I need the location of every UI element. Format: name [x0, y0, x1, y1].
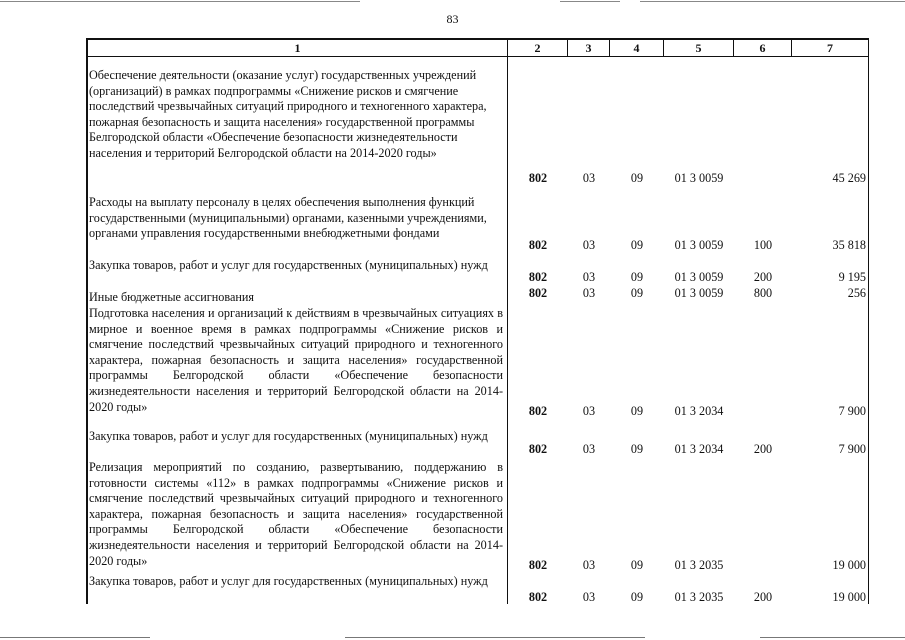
- cell-amount: 19 000: [832, 558, 866, 572]
- cell-amount: 9 195: [838, 270, 866, 284]
- cell-section: 03: [582, 590, 596, 604]
- cell-section: 03: [582, 238, 596, 252]
- cell-ministry: 802: [528, 270, 548, 284]
- cell-expense-type: 200: [753, 270, 773, 284]
- header-col-2: 2: [508, 40, 568, 57]
- cell-section: 03: [582, 286, 596, 300]
- scan-bottom-edge: [0, 634, 905, 640]
- cell-amount: 19 000: [832, 590, 866, 604]
- cell-subsection: 09: [630, 442, 644, 456]
- scan-top-edge: [0, 0, 905, 4]
- budget-table: [86, 38, 869, 604]
- header-col-4: 4: [610, 40, 664, 57]
- cell-subsection: 09: [630, 286, 644, 300]
- cell-section: 03: [582, 270, 596, 284]
- cell-section: 03: [582, 171, 596, 185]
- cell-expense-type: 100: [753, 238, 773, 252]
- cell-ministry: 802: [528, 238, 548, 252]
- cell-target: 01 3 0059: [674, 238, 724, 252]
- header-col-3: 3: [568, 40, 610, 57]
- cell-subsection: 09: [630, 171, 644, 185]
- cell-section: 03: [582, 558, 596, 572]
- header-col-7: 7: [792, 40, 868, 57]
- row-description: Закупка товаров, работ и услуг для государственных (муниципальных) нужд: [89, 574, 488, 588]
- row-description: Обеспечение деятельности (оказание услуг) государственных учреждений (организаций) в рамках подпрограммы «Снижение рисков и смягчение последствий чрезвычайных ситуаций природного и техногенного характера, пожарная безопасность и защита населения» государственной программы Белгородской области «Обеспечение безопасности жизнедеятельности населения и территорий Белгородской области на 2014-2020 годы»: [89, 68, 487, 160]
- cell-section: 03: [582, 442, 596, 456]
- cell-amount: 45 269: [832, 171, 866, 185]
- cell-subsection: 09: [630, 590, 644, 604]
- cell-target: 01 3 2034: [674, 442, 724, 456]
- cell-target: 01 3 0059: [674, 171, 724, 185]
- cell-ministry: 802: [528, 442, 548, 456]
- row-description: Иные бюджетные ассигнования: [89, 290, 255, 304]
- cell-expense-type: 200: [753, 590, 773, 604]
- cell-ministry: 802: [528, 171, 548, 185]
- cell-amount: 7 900: [838, 404, 866, 418]
- column-divider: [507, 40, 508, 604]
- cell-amount: 7 900: [838, 442, 866, 456]
- cell-target: 01 3 0059: [674, 270, 724, 284]
- cell-target: 01 3 2035: [674, 558, 724, 572]
- cell-expense-type: 200: [753, 442, 773, 456]
- cell-subsection: 09: [630, 404, 644, 418]
- cell-amount: 256: [847, 286, 866, 300]
- cell-ministry: 802: [528, 590, 548, 604]
- cell-subsection: 09: [630, 270, 644, 284]
- cell-target: 01 3 2035: [674, 590, 724, 604]
- header-col-5: 5: [664, 40, 734, 57]
- row-description: Закупка товаров, работ и услуг для государственных (муниципальных) нужд: [89, 258, 488, 272]
- cell-expense-type: 800: [753, 286, 773, 300]
- cell-target: 01 3 2034: [674, 404, 724, 418]
- cell-target: 01 3 0059: [674, 286, 724, 300]
- cell-subsection: 09: [630, 238, 644, 252]
- row-description: Закупка товаров, работ и услуг для государственных (муниципальных) нужд: [89, 429, 488, 443]
- page-number: 83: [446, 12, 459, 26]
- header-col-1: 1: [88, 40, 508, 57]
- cell-ministry: 802: [528, 286, 548, 300]
- row-description: Релизация мероприятий по созданию, развертыванию, поддержанию в готовности системы «112» в рамках подпрограммы «Снижение рисков и смягчение последствий чрезвычайных ситуаций природного и техногенного характера, пожарная безопасность и защита населения» государственной программы Белгородской области «Обеспечение безопасности жизнедеятельности населения и территорий Белгородской области на 2014-2020 годы»: [89, 460, 503, 568]
- row-description: Подготовка населения и организаций к действиям в чрезвычайных ситуациях в мирное и военное время в рамках подпрограммы «Снижение рисков и смягчение последствий чрезвычайных ситуаций природного и техногенного характера, пожарная безопасность и защита населения» государственной программы Белгородской области «Обеспечение безопасности жизнедеятельности населения и территорий Белгородской области на 2014-2020 годы»: [89, 306, 503, 414]
- row-description: Расходы на выплату персоналу в целях обеспечения выполнения функций государственными (муниципальными) органами, казенными учреждениями, органами управления государственными внебюджетными фондами: [89, 195, 487, 241]
- cell-amount: 35 818: [832, 238, 866, 252]
- cell-subsection: 09: [630, 558, 644, 572]
- cell-ministry: 802: [528, 558, 548, 572]
- cell-ministry: 802: [528, 404, 548, 418]
- header-col-6: 6: [734, 40, 792, 57]
- cell-section: 03: [582, 404, 596, 418]
